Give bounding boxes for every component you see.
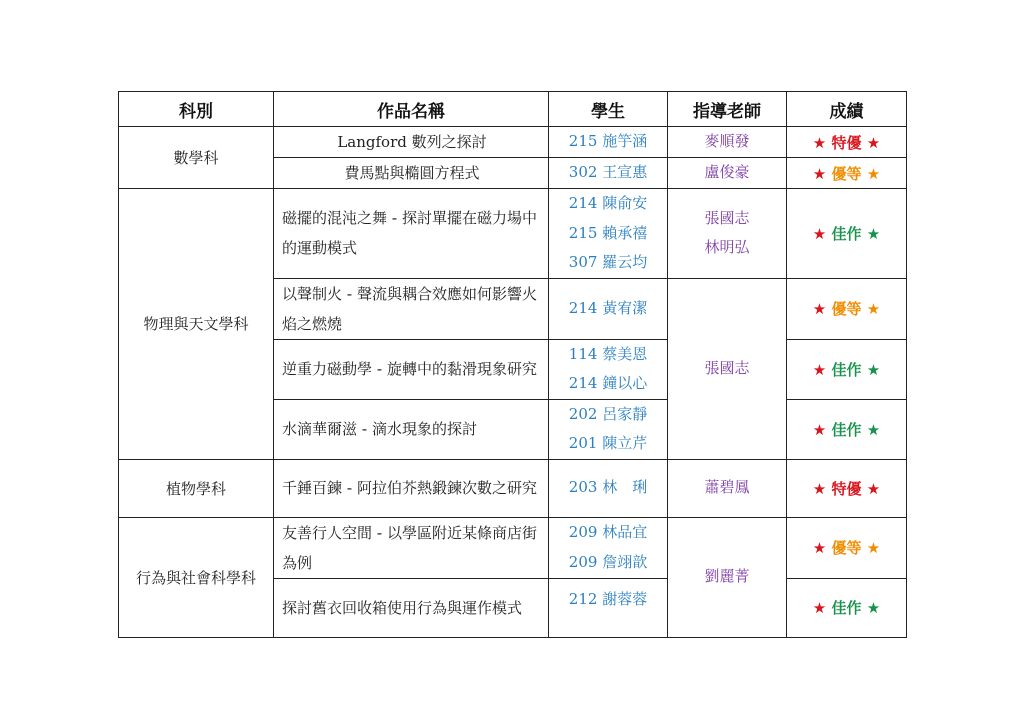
header-teachers: 指導老師 bbox=[668, 92, 787, 127]
teachers-cell bbox=[668, 278, 787, 459]
grade-cell bbox=[787, 189, 907, 279]
grade-cell bbox=[787, 459, 907, 517]
star-icon: ★ bbox=[866, 420, 881, 439]
star-icon: ★ bbox=[866, 479, 881, 498]
grade-label: 優等 bbox=[831, 164, 862, 183]
star-icon: ★ bbox=[812, 224, 827, 243]
star-icon: ★ bbox=[812, 599, 827, 617]
header-students: 學生 bbox=[549, 92, 668, 127]
work-title: 友善行人空間 - 以學區附近某條商店街為例 bbox=[274, 517, 549, 578]
table-row bbox=[119, 127, 907, 158]
star-icon: ★ bbox=[812, 360, 827, 379]
grade-cell bbox=[787, 399, 907, 459]
subject-cell: 行為與社會科學科 bbox=[119, 517, 274, 637]
table-row bbox=[119, 189, 907, 279]
teachers-cell bbox=[668, 158, 787, 189]
students-cell bbox=[549, 517, 668, 578]
teacher-name: 劉麗菁 bbox=[704, 567, 750, 586]
star-icon: ★ bbox=[812, 164, 827, 183]
student-name: 215 賴承禧 bbox=[568, 223, 648, 242]
student-name: 209 詹翊歆 bbox=[568, 552, 648, 571]
teacher-name: 張國志 bbox=[704, 208, 750, 227]
grade-label: 佳作 bbox=[831, 224, 862, 243]
star-icon: ★ bbox=[866, 164, 881, 183]
teachers-cell bbox=[668, 459, 787, 517]
students-cell bbox=[549, 399, 668, 459]
star-icon: ★ bbox=[866, 300, 881, 318]
work-title: 逆重力磁動學 - 旋轉中的黏滑現象研究 bbox=[274, 339, 549, 399]
grade-cell bbox=[787, 278, 907, 339]
header-subject: 科別 bbox=[119, 92, 274, 127]
grade-label: 優等 bbox=[831, 300, 862, 318]
subject-cell: 植物學科 bbox=[119, 459, 274, 517]
subject-cell: 物理與天文學科 bbox=[119, 189, 274, 460]
grade-cell bbox=[787, 127, 907, 158]
star-icon: ★ bbox=[866, 133, 881, 152]
student-name: 212 謝蓉蓉 bbox=[568, 589, 648, 608]
grade-label: 特優 bbox=[831, 479, 862, 498]
teacher-name: 蕭碧鳳 bbox=[704, 478, 750, 497]
student-name: 203 林 琍 bbox=[568, 478, 648, 497]
student-name: 214 黃宥潔 bbox=[568, 298, 648, 317]
student-name: 201 陳立芹 bbox=[568, 434, 648, 452]
star-icon: ★ bbox=[866, 360, 881, 379]
grade-label: 佳作 bbox=[831, 360, 862, 379]
teachers-cell bbox=[668, 127, 787, 158]
table-row bbox=[119, 459, 907, 517]
student-name: 202 呂家靜 bbox=[568, 404, 648, 423]
grade-label: 佳作 bbox=[831, 599, 862, 617]
star-icon: ★ bbox=[812, 539, 827, 557]
teacher-name: 林明弘 bbox=[704, 238, 750, 257]
teacher-name: 盧俊豪 bbox=[704, 163, 750, 182]
student-name: 302 王宣惠 bbox=[568, 163, 648, 182]
teacher-name: 張國志 bbox=[704, 358, 750, 377]
star-icon: ★ bbox=[866, 224, 881, 243]
grade-label: 優等 bbox=[831, 539, 862, 557]
grade-label: 特優 bbox=[831, 133, 862, 152]
header-row bbox=[119, 92, 907, 127]
student-name: 307 羅云均 bbox=[568, 253, 648, 271]
student-name: 214 陳俞安 bbox=[568, 194, 648, 212]
header-grade: 成績 bbox=[787, 92, 907, 127]
student-name: 114 蔡美恩 bbox=[568, 344, 648, 363]
grade-label: 佳作 bbox=[831, 420, 862, 439]
work-title: 磁擺的混沌之舞 - 探討單擺在磁力場中的運動模式 bbox=[274, 189, 549, 279]
star-icon: ★ bbox=[812, 479, 827, 498]
students-cell bbox=[549, 127, 668, 158]
subject-cell: 數學科 bbox=[119, 127, 274, 189]
student-name: 209 林品宜 bbox=[568, 523, 648, 541]
star-icon: ★ bbox=[812, 133, 827, 152]
work-title: 以聲制火 - 聲流與耦合效應如何影響火焰之燃燒 bbox=[274, 278, 549, 339]
work-title: 探討舊衣回收箱使用行為與運作模式 bbox=[274, 578, 549, 637]
students-cell bbox=[549, 339, 668, 399]
grade-cell bbox=[787, 339, 907, 399]
work-title: 水滴華爾滋 - 滴水現象的探討 bbox=[274, 399, 549, 459]
teachers-cell bbox=[668, 189, 787, 279]
star-icon: ★ bbox=[812, 420, 827, 439]
star-icon: ★ bbox=[866, 599, 881, 617]
students-cell bbox=[549, 578, 668, 637]
teacher-name: 麥順發 bbox=[704, 132, 750, 151]
students-cell bbox=[549, 459, 668, 517]
student-name: 215 施竽涵 bbox=[568, 132, 648, 151]
work-title: 千錘百鍊 - 阿拉伯芥熱鍛鍊次數之研究 bbox=[274, 459, 549, 517]
students-cell bbox=[549, 189, 668, 279]
star-icon: ★ bbox=[812, 300, 827, 318]
grade-cell bbox=[787, 158, 907, 189]
table-row bbox=[119, 517, 907, 578]
students-cell bbox=[549, 158, 668, 189]
results-table bbox=[118, 91, 907, 638]
work-title: 費馬點與橢圓方程式 bbox=[274, 158, 549, 189]
star-icon: ★ bbox=[866, 539, 881, 557]
work-title: Langford 數列之探討 bbox=[274, 127, 549, 158]
grade-cell bbox=[787, 578, 907, 637]
header-work: 作品名稱 bbox=[274, 92, 549, 127]
students-cell bbox=[549, 278, 668, 339]
teachers-cell bbox=[668, 517, 787, 637]
grade-cell bbox=[787, 517, 907, 578]
student-name: 214 鐘以心 bbox=[568, 374, 648, 392]
